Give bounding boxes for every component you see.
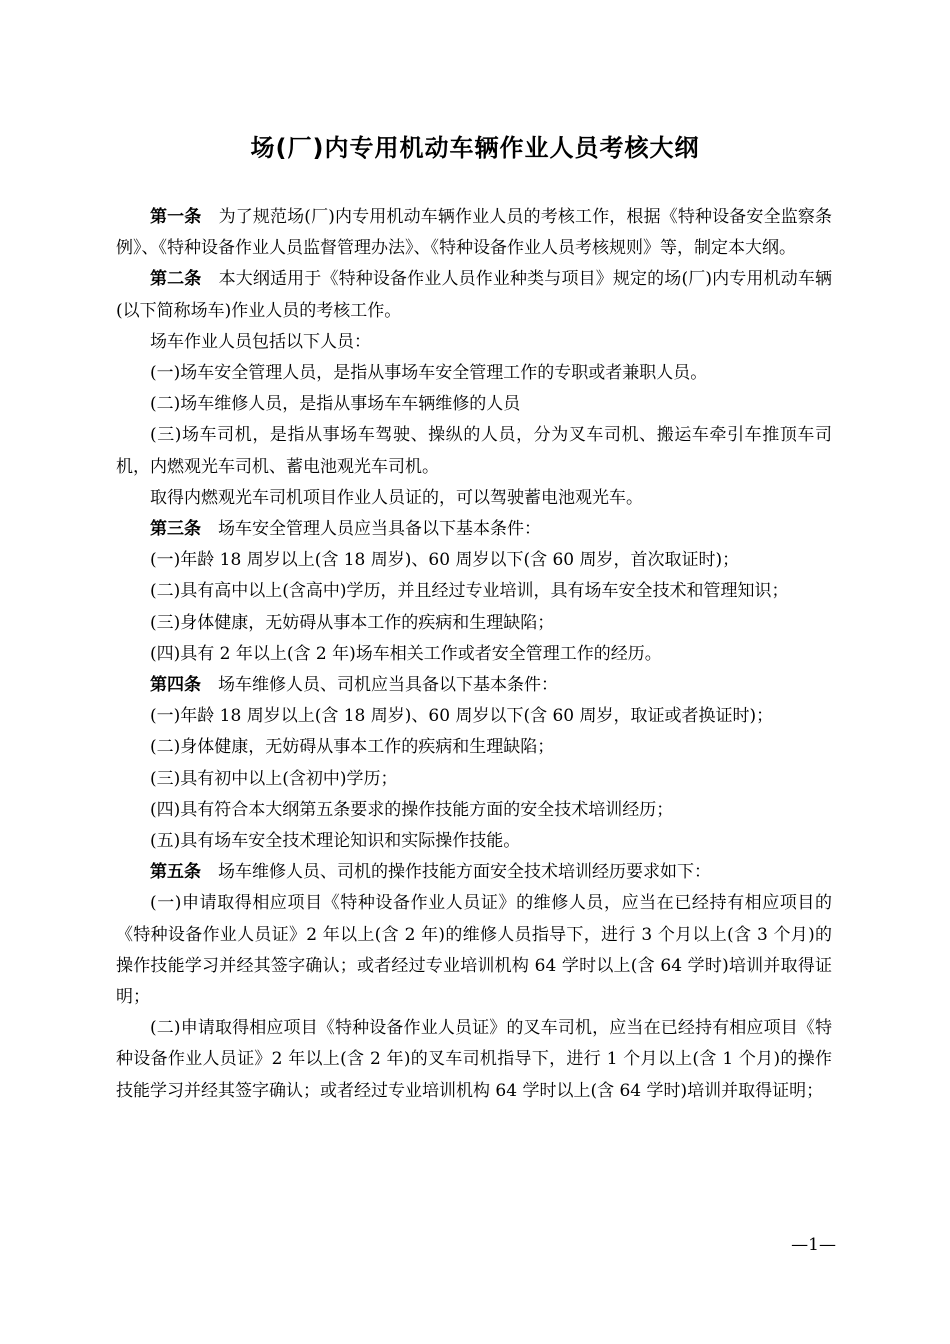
article-number: 第二条 (150, 269, 202, 290)
paragraph-text: (五)具有场车安全技术理论知识和实际操作技能。 (150, 831, 521, 852)
paragraph (116, 545, 832, 576)
paragraph-text: 场车维修人员、司机的操作技能方面安全技术培训经历要求如下： (218, 862, 711, 883)
paragraph (116, 514, 832, 545)
article-spacer (201, 207, 218, 227)
article-number: 第一条 (150, 207, 202, 227)
paragraph (116, 1013, 832, 1107)
paragraph (116, 389, 832, 420)
paragraph (116, 732, 832, 763)
paragraph (116, 670, 832, 701)
page-number: —1— (791, 1235, 836, 1255)
paragraph-text: (二)申请取得相应项目《特种设备作业人员证》的叉车司机，应当在已经持有相应项目《特种设备作业人员证》2 年以上(含 2 年)的叉车司机指导下，进行 1 个月以上(含 1 个月)的操作技能学习并经其签字确认；或者经过专业培训机构 64 学时以上(含 64 学时)培训并取得证明； (116, 1018, 832, 1101)
paragraph-text: (三)身体健康，无妨碍从事本工作的疾病和生理缺陷； (150, 612, 555, 633)
paragraph-text: (二)具有高中以上(含高中)学历，并且经过专业培训，具有场车安全技术和管理知识； (150, 581, 789, 602)
paragraph-text: 取得内燃观光车司机项目作业人员证的，可以驾驶蓄电池观光车。 (150, 487, 643, 508)
document-title: 场(厂)内专用机动车辆作业人员考核大纲 (250, 134, 700, 162)
paragraph-text: (一)年龄 18 周岁以上(含 18 周岁)、60 周岁以下(含 60 周岁，首次取证时)； (150, 550, 740, 571)
paragraph-text: (四)具有符合本大纲第五条要求的操作技能方面的安全技术培训经历； (150, 799, 674, 820)
paragraph-text: (一)场车安全管理人员，是指从事场车安全管理工作的专职或者兼职人员。 (150, 363, 708, 384)
paragraph (116, 327, 832, 358)
paragraph (116, 608, 832, 639)
article-number: 第五条 (150, 862, 201, 883)
paragraph (116, 888, 832, 1013)
paragraph-text: (三)场车司机，是指从事场车驾驶、操纵的人员，分为叉车司机、搬运车牵引车推顶车司机，内燃观光车司机、蓄电池观光车司机。 (116, 425, 832, 477)
paragraph (116, 826, 832, 857)
paragraph-text: 为了规范场(厂)内专用机动车辆作业人员的考核工作，根据《特种设备安全监察条例》、《特种设备作业人员监督管理办法》、《特种设备作业人员考核规则》等，制定本大纲。 (116, 207, 833, 259)
article-number: 第三条 (150, 519, 201, 540)
article-spacer (201, 862, 218, 882)
paragraph (116, 764, 832, 795)
paragraph (116, 795, 832, 826)
paragraph (116, 264, 832, 326)
paragraph (116, 576, 832, 607)
paragraph-text: (二)场车维修人员，是指从事场车车辆维修的人员 (150, 394, 521, 415)
paragraph-text: (一)申请取得相应项目《特种设备作业人员证》的维修人员，应当在已经持有相应项目的《特种设备作业人员证》2 年以上(含 2 年)的维修人员指导下，进行 3 个月以上(含 3 个月)的操作技能学习并经其签字确认；或者经过专业培训机构 64 学时以上(含 64 学时)培训并取得证明； (116, 893, 832, 1008)
paragraph-text: 场车安全管理人员应当具备以下基本条件： (218, 519, 541, 540)
paragraph (116, 857, 832, 888)
article-number: 第四条 (150, 675, 201, 696)
paragraph (116, 639, 832, 670)
paragraph-text: 场车作业人员包括以下人员： (150, 331, 371, 352)
paragraph (116, 358, 832, 389)
article-spacer (201, 675, 218, 695)
paragraph-text: (三)具有初中以上(含初中)学历； (150, 768, 398, 789)
paragraph (116, 483, 832, 514)
paragraph (116, 420, 832, 482)
article-spacer (201, 519, 218, 539)
paragraph-text: (二)身体健康，无妨碍从事本工作的疾病和生理缺陷； (150, 737, 555, 758)
paragraph-text: (四)具有 2 年以上(含 2 年)场车相关工作或者安全管理工作的经历。 (150, 643, 662, 664)
paragraph (116, 701, 832, 732)
paragraph-text: (一)年龄 18 周岁以上(含 18 周岁)、60 周岁以下(含 60 周岁，取证或者换证时)； (150, 706, 774, 727)
paragraph-text: 场车维修人员、司机应当具备以下基本条件： (218, 675, 558, 696)
article-spacer (201, 269, 218, 289)
paragraph (116, 202, 832, 264)
paragraph-text: 本大纲适用于《特种设备作业人员作业种类与项目》规定的场(厂)内专用机动车辆(以下简称场车)作业人员的考核工作。 (116, 269, 833, 321)
document-body (116, 202, 832, 1107)
